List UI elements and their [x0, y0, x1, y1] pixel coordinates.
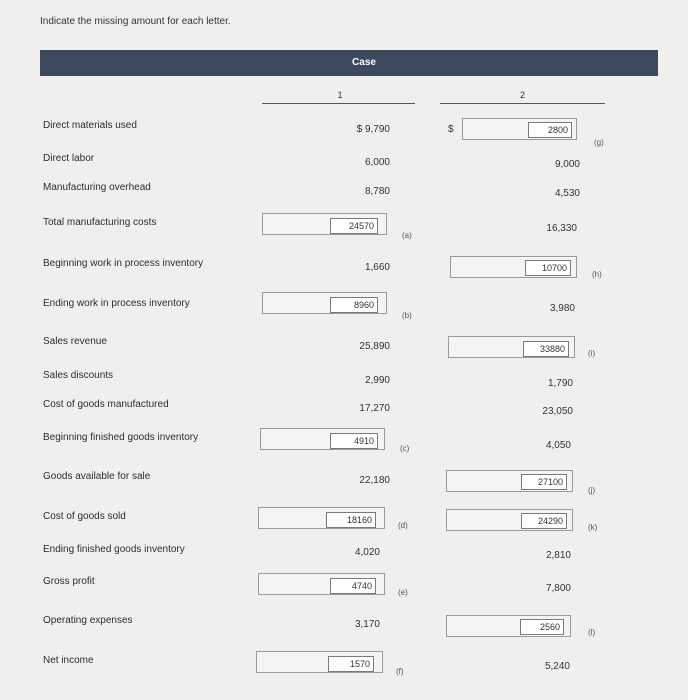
case2-header-rule [440, 103, 605, 104]
case2-dollar-sign: $ [448, 124, 454, 135]
letter-f-label: (f) [396, 667, 404, 676]
case1-beginning-wip-value: 1,660 [364, 262, 390, 273]
case2-ending-wip-value: 3,980 [549, 303, 575, 314]
case2-direct-labor-value: 9,000 [554, 159, 580, 170]
case1-total-mfg-costs-input[interactable]: 24570 [330, 218, 378, 234]
case2-ending-fg-value: 2,810 [545, 550, 571, 561]
row-label-net-income: Net income [43, 655, 94, 666]
case1-ending-fg-value: 4,020 [354, 547, 380, 558]
case1-gross-profit-input[interactable]: 4740 [330, 578, 376, 594]
case2-cogm-value: 23,050 [542, 406, 573, 417]
case1-manufacturing-overhead-value: 8,780 [364, 186, 390, 197]
case1-direct-labor-value: 6,000 [364, 157, 390, 168]
case1-direct-materials-value: $ 9,790 [356, 124, 390, 135]
case2-sales-revenue-input[interactable]: 33880 [523, 341, 569, 357]
case2-column-header: 2 [519, 90, 525, 100]
row-label-cost-of-goods-manufactured: Cost of goods manufactured [43, 399, 169, 410]
case2-total-mfg-costs-value: 16,330 [546, 223, 577, 234]
instruction-text: Indicate the missing amount for each letter. [40, 16, 231, 27]
case2-beginning-wip-input[interactable]: 10700 [525, 260, 571, 276]
letter-e-label: (e) [398, 588, 408, 597]
case1-net-income-input[interactable]: 1570 [328, 656, 374, 672]
case1-beginning-fg-input[interactable]: 4910 [330, 433, 378, 449]
letter-k-label: (k) [588, 523, 598, 532]
row-label-sales-discounts: Sales discounts [43, 370, 114, 381]
case2-net-income-value: 5,240 [544, 661, 570, 672]
letter-h-label: (h) [592, 270, 602, 279]
row-label-beginning-wip: Beginning work in process inventory [43, 258, 204, 269]
row-label-ending-finished-goods: Ending finished goods inventory [43, 544, 185, 555]
row-label-direct-materials: Direct materials used [43, 120, 137, 131]
row-label-direct-labor: Direct labor [43, 153, 95, 164]
row-label-cost-of-goods-sold: Cost of goods sold [43, 511, 126, 522]
case2-manufacturing-overhead-value: 4,530 [554, 188, 580, 199]
letter-b-label: (b) [402, 311, 412, 320]
letter-c-label: (c) [400, 444, 410, 453]
letter-i-label: (i) [588, 349, 596, 358]
letter-j-label: (j) [588, 486, 596, 495]
row-label-ending-wip: Ending work in process inventory [43, 298, 190, 309]
case1-cogs-input[interactable]: 18160 [326, 512, 376, 528]
case2-direct-materials-input[interactable]: 2800 [528, 122, 572, 138]
row-label-gross-profit: Gross profit [43, 576, 95, 587]
case1-operating-expenses-value: 3,170 [354, 619, 380, 630]
case1-sales-discounts-value: 2,990 [364, 375, 390, 386]
case1-sales-revenue-value: 25,890 [359, 341, 390, 352]
case2-sales-discounts-value: 1,790 [547, 378, 573, 389]
row-label-goods-available-for-sale: Goods available for sale [43, 471, 151, 482]
case2-beginning-fg-value: 4,050 [545, 440, 571, 451]
row-label-sales-revenue: Sales revenue [43, 336, 107, 347]
row-label-operating-expenses: Operating expenses [43, 615, 133, 626]
row-label-beginning-finished-goods: Beginning finished goods inventory [43, 432, 199, 443]
case2-operating-expenses-input[interactable]: 2560 [520, 619, 564, 635]
case1-goods-available-value: 22,180 [359, 475, 390, 486]
case1-column-header: 1 [337, 90, 343, 100]
case1-header-rule [262, 103, 415, 104]
row-label-total-manufacturing-costs: Total manufacturing costs [43, 217, 157, 228]
letter-a-label: (a) [402, 231, 412, 240]
case1-cogm-value: 17,270 [359, 403, 390, 414]
case2-cogs-input[interactable]: 24290 [521, 513, 567, 529]
letter-l-label: (l) [588, 628, 596, 637]
letter-g-label: (g) [594, 138, 604, 147]
case2-gross-profit-value: 7,800 [545, 583, 571, 594]
case-header-bar [40, 50, 658, 76]
row-label-manufacturing-overhead: Manufacturing overhead [43, 182, 151, 193]
case2-goods-available-input[interactable]: 27100 [521, 474, 567, 490]
case1-ending-wip-input[interactable]: 8960 [330, 297, 378, 313]
case-header-title: Case [352, 57, 376, 68]
letter-d-label: (d) [398, 521, 408, 530]
